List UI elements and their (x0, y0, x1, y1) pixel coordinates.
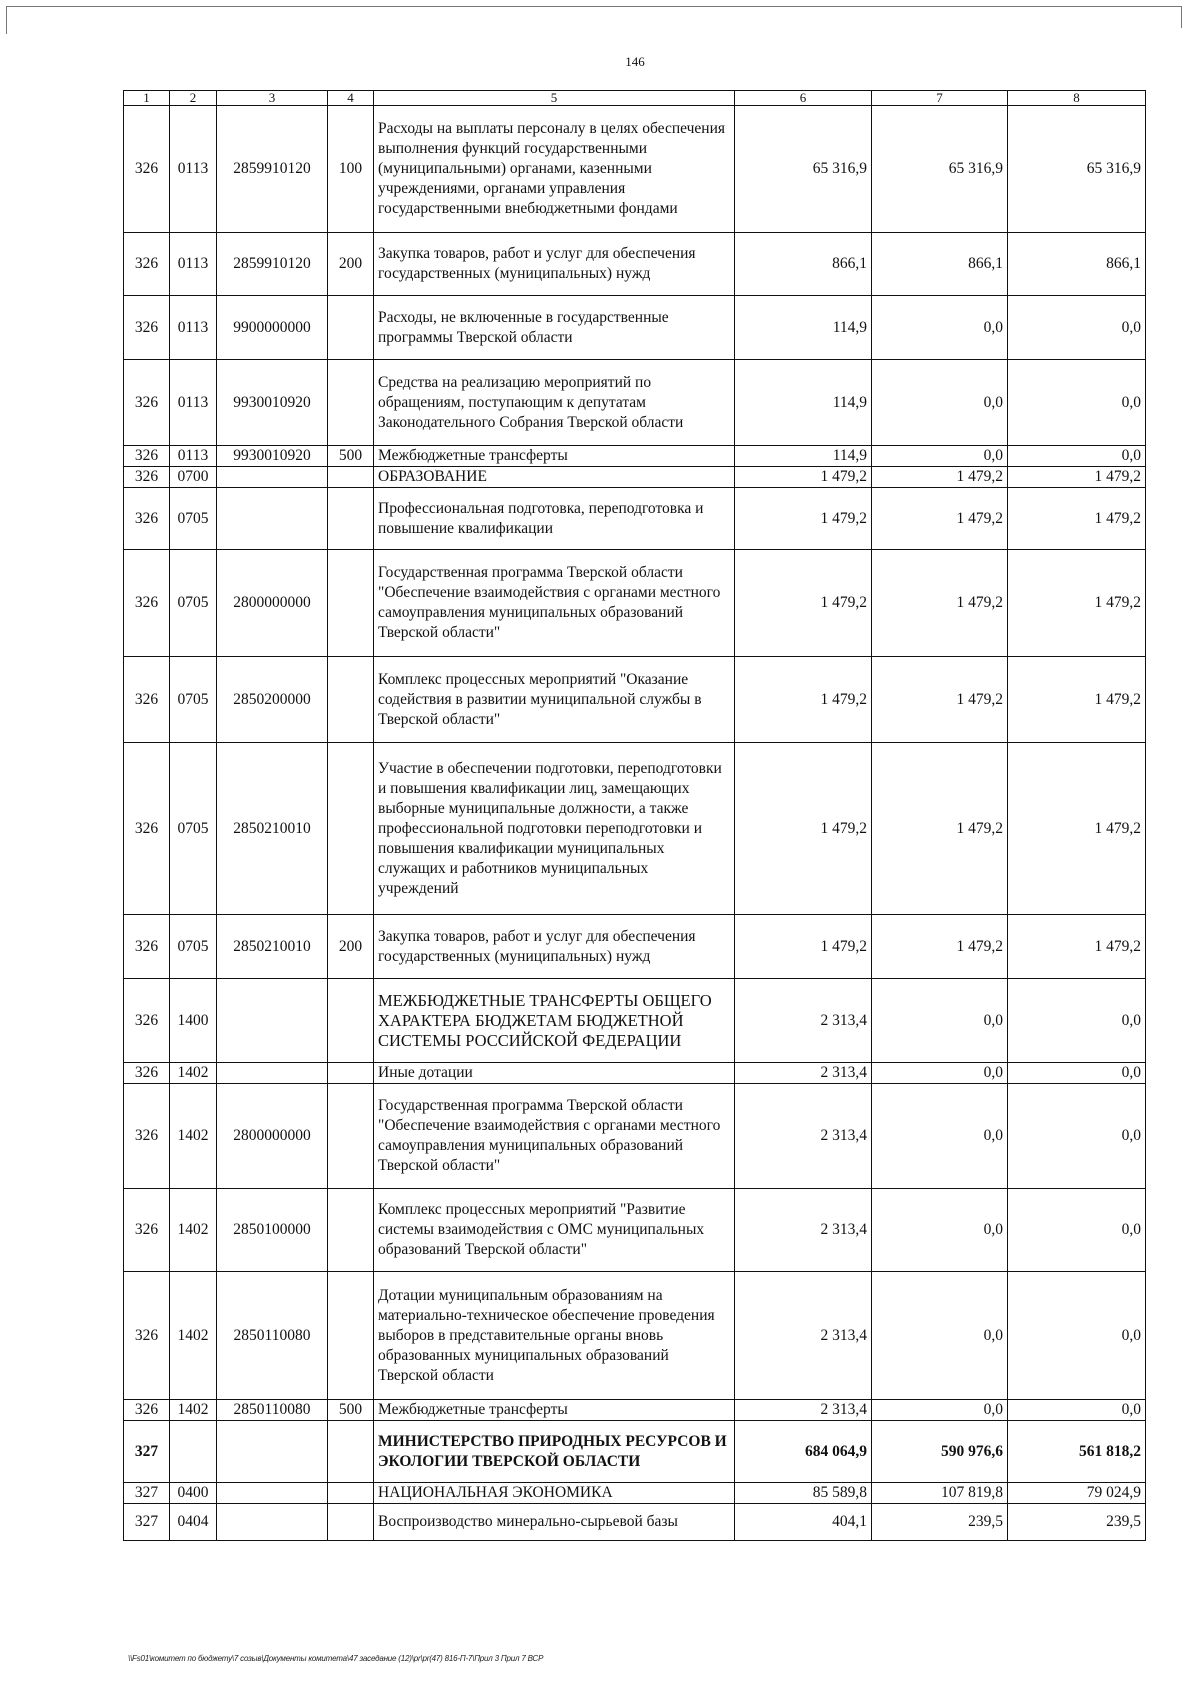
scan-edge-top (6, 6, 1181, 7)
cell-ministry: 326 (124, 915, 170, 979)
cell-amount-8: 0,0 (1008, 1063, 1146, 1084)
cell-expense-type (328, 1084, 374, 1189)
cell-amount-8: 0,0 (1008, 1189, 1146, 1272)
cell-amount-7: 1 479,2 (872, 743, 1008, 915)
cell-target (217, 1483, 328, 1504)
cell-description: Воспроизводство минерально-сырьевой базы (374, 1504, 735, 1541)
cell-section: 0113 (170, 233, 217, 296)
cell-ministry: 327 (124, 1483, 170, 1504)
cell-description: Межбюджетные трансферты (374, 1400, 735, 1421)
cell-expense-type (328, 743, 374, 915)
cell-amount-6: 85 589,8 (735, 1483, 872, 1504)
cell-amount-6: 2 313,4 (735, 1400, 872, 1421)
cell-amount-6: 2 313,4 (735, 1272, 872, 1400)
cell-section: 1402 (170, 1189, 217, 1272)
cell-expense-type (328, 1504, 374, 1541)
cell-description: Средства на реализацию мероприятий по обращениям, поступающим к депутатам Законодательного Собрания Тверской области (374, 360, 735, 446)
cell-target: 2859910120 (217, 106, 328, 233)
cell-section: 0705 (170, 550, 217, 657)
cell-expense-type (328, 550, 374, 657)
cell-target (217, 1504, 328, 1541)
cell-amount-7: 590 976,6 (872, 1421, 1008, 1483)
cell-amount-7: 0,0 (872, 296, 1008, 360)
table-row (124, 1483, 1146, 1504)
cell-description: Дотации муниципальным образованиям на материально-техническое обеспечение проведения выборов в представительные органы вновь образованных муниципальных образований Тверской области (374, 1272, 735, 1400)
cell-target: 2800000000 (217, 1084, 328, 1189)
cell-description: Профессиональная подготовка, переподготовка и повышение квалификации (374, 488, 735, 550)
cell-description: Участие в обеспечении подготовки, переподготовки и повышения квалификации лиц, замещающих выборные муниципальные должности, а также профессиональной подготовки переподготовки и повышения квалификации муниципальных служащих и работников муниципальных учреждений (374, 743, 735, 915)
table-row (124, 1504, 1146, 1541)
cell-amount-6: 866,1 (735, 233, 872, 296)
cell-expense-type (328, 1063, 374, 1084)
table-row (124, 657, 1146, 743)
cell-section (170, 1421, 217, 1483)
cell-amount-6: 114,9 (735, 360, 872, 446)
table-row (124, 233, 1146, 296)
cell-amount-8: 1 479,2 (1008, 467, 1146, 488)
budget-table (123, 90, 1146, 1541)
page-number: 146 (625, 54, 645, 69)
cell-description: Расходы, не включенные в государственные программы Тверской области (374, 296, 735, 360)
cell-description: Государственная программа Тверской области "Обеспечение взаимодействия с органами местного самоуправления муниципальных образований Тверской области" (374, 550, 735, 657)
cell-section: 0113 (170, 106, 217, 233)
cell-amount-7: 0,0 (872, 1084, 1008, 1189)
cell-target: 2850110080 (217, 1400, 328, 1421)
scan-edge-left (6, 6, 7, 34)
cell-expense-type (328, 488, 374, 550)
cell-section: 0700 (170, 467, 217, 488)
cell-amount-6: 1 479,2 (735, 657, 872, 743)
cell-target: 9930010920 (217, 446, 328, 467)
cell-ministry: 326 (124, 360, 170, 446)
cell-amount-7: 0,0 (872, 1272, 1008, 1400)
cell-description: Закупка товаров, работ и услуг для обеспечения государственных (муниципальных) нужд (374, 233, 735, 296)
cell-amount-8: 0,0 (1008, 360, 1146, 446)
header-cell: 4 (328, 91, 374, 106)
cell-amount-8: 561 818,2 (1008, 1421, 1146, 1483)
cell-section: 1402 (170, 1272, 217, 1400)
cell-amount-8: 0,0 (1008, 1400, 1146, 1421)
cell-section: 0705 (170, 657, 217, 743)
cell-amount-8: 1 479,2 (1008, 657, 1146, 743)
cell-amount-7: 239,5 (872, 1504, 1008, 1541)
cell-amount-7: 0,0 (872, 1189, 1008, 1272)
cell-section: 0113 (170, 296, 217, 360)
table-row (124, 106, 1146, 233)
cell-target: 2850210010 (217, 915, 328, 979)
cell-amount-6: 404,1 (735, 1504, 872, 1541)
cell-expense-type (328, 1272, 374, 1400)
cell-amount-6: 1 479,2 (735, 488, 872, 550)
cell-amount-8: 866,1 (1008, 233, 1146, 296)
table-row (124, 467, 1146, 488)
cell-amount-8: 0,0 (1008, 1272, 1146, 1400)
cell-section: 1402 (170, 1063, 217, 1084)
cell-description: ОБРАЗОВАНИЕ (374, 467, 735, 488)
cell-target (217, 1421, 328, 1483)
cell-ministry: 327 (124, 1421, 170, 1483)
cell-ministry: 326 (124, 488, 170, 550)
cell-amount-7: 65 316,9 (872, 106, 1008, 233)
header-cell: 2 (170, 91, 217, 106)
cell-amount-7: 0,0 (872, 446, 1008, 467)
cell-description: Иные дотации (374, 1063, 735, 1084)
cell-section: 0113 (170, 360, 217, 446)
cell-description: МИНИСТЕРСТВО ПРИРОДНЫХ РЕСУРСОВ И ЭКОЛОГИИ ТВЕРСКОЙ ОБЛАСТИ (374, 1421, 735, 1483)
cell-section: 1400 (170, 979, 217, 1063)
cell-section: 0404 (170, 1504, 217, 1541)
cell-amount-6: 2 313,4 (735, 1063, 872, 1084)
cell-amount-7: 107 819,8 (872, 1483, 1008, 1504)
cell-amount-6: 65 316,9 (735, 106, 872, 233)
table-row (124, 488, 1146, 550)
table-row (124, 446, 1146, 467)
cell-amount-8: 1 479,2 (1008, 915, 1146, 979)
cell-ministry: 326 (124, 657, 170, 743)
cell-target: 2800000000 (217, 550, 328, 657)
cell-amount-6: 1 479,2 (735, 467, 872, 488)
table-row (124, 1063, 1146, 1084)
header-cell: 7 (872, 91, 1008, 106)
cell-ministry: 326 (124, 233, 170, 296)
cell-target (217, 979, 328, 1063)
cell-ministry: 326 (124, 550, 170, 657)
header-cell: 1 (124, 91, 170, 106)
cell-target: 2850100000 (217, 1189, 328, 1272)
cell-expense-type (328, 296, 374, 360)
table-row (124, 1400, 1146, 1421)
table-row (124, 550, 1146, 657)
cell-target: 2859910120 (217, 233, 328, 296)
cell-amount-8: 0,0 (1008, 296, 1146, 360)
cell-expense-type: 200 (328, 915, 374, 979)
table-row (124, 360, 1146, 446)
table-row (124, 1084, 1146, 1189)
cell-target: 2850110080 (217, 1272, 328, 1400)
cell-section: 0705 (170, 915, 217, 979)
cell-amount-8: 1 479,2 (1008, 550, 1146, 657)
cell-amount-8: 0,0 (1008, 979, 1146, 1063)
cell-amount-6: 114,9 (735, 296, 872, 360)
cell-ministry: 326 (124, 1272, 170, 1400)
table-row (124, 915, 1146, 979)
cell-amount-6: 2 313,4 (735, 1084, 872, 1189)
cell-amount-7: 866,1 (872, 233, 1008, 296)
cell-amount-8: 79 024,9 (1008, 1483, 1146, 1504)
cell-ministry: 326 (124, 1084, 170, 1189)
table-row (124, 1421, 1146, 1483)
cell-amount-6: 114,9 (735, 446, 872, 467)
cell-amount-8: 1 479,2 (1008, 743, 1146, 915)
cell-amount-7: 1 479,2 (872, 488, 1008, 550)
table-row (124, 979, 1146, 1063)
cell-amount-7: 0,0 (872, 360, 1008, 446)
table-row (124, 743, 1146, 915)
cell-section: 0113 (170, 446, 217, 467)
cell-amount-7: 1 479,2 (872, 467, 1008, 488)
cell-description: Расходы на выплаты персоналу в целях обеспечения выполнения функций государственными (муниципальными) органами, казенными учреждениями, органами управления государственными внебюджетными фондами (374, 106, 735, 233)
cell-section: 0705 (170, 488, 217, 550)
cell-description: Закупка товаров, работ и услуг для обеспечения государственных (муниципальных) нужд (374, 915, 735, 979)
cell-description: МЕЖБЮДЖЕТНЫЕ ТРАНСФЕРТЫ ОБЩЕГО ХАРАКТЕРА БЮДЖЕТАМ БЮДЖЕТНОЙ СИСТЕМЫ РОССИЙСКОЙ ФЕДЕРАЦИИ (374, 979, 735, 1063)
cell-expense-type (328, 1189, 374, 1272)
cell-ministry: 327 (124, 1504, 170, 1541)
cell-expense-type: 500 (328, 446, 374, 467)
cell-amount-7: 0,0 (872, 1063, 1008, 1084)
cell-amount-7: 1 479,2 (872, 657, 1008, 743)
table-row (124, 1189, 1146, 1272)
cell-amount-8: 0,0 (1008, 446, 1146, 467)
cell-section: 1402 (170, 1400, 217, 1421)
cell-section: 0705 (170, 743, 217, 915)
cell-expense-type: 100 (328, 106, 374, 233)
cell-target (217, 1063, 328, 1084)
cell-ministry: 326 (124, 1189, 170, 1272)
cell-expense-type (328, 1421, 374, 1483)
cell-expense-type: 200 (328, 233, 374, 296)
cell-expense-type (328, 1483, 374, 1504)
cell-amount-7: 1 479,2 (872, 550, 1008, 657)
cell-description: Государственная программа Тверской области "Обеспечение взаимодействия с органами местного самоуправления муниципальных образований Тверской области" (374, 1084, 735, 1189)
cell-ministry: 326 (124, 106, 170, 233)
cell-ministry: 326 (124, 467, 170, 488)
footer-file-path: \\Fs01\комитет по бюджету\7 созыв\Документы комитета\47 заседание (12)\pr\pr(47) 816-П-7\Прил 3 Прил 7 ВСР (128, 1654, 544, 1663)
cell-ministry: 326 (124, 296, 170, 360)
cell-expense-type: 500 (328, 1400, 374, 1421)
cell-ministry: 326 (124, 1063, 170, 1084)
cell-amount-6: 1 479,2 (735, 743, 872, 915)
cell-target: 9930010920 (217, 360, 328, 446)
cell-amount-8: 1 479,2 (1008, 488, 1146, 550)
cell-section: 0400 (170, 1483, 217, 1504)
header-cell: 6 (735, 91, 872, 106)
cell-expense-type (328, 979, 374, 1063)
table-row (124, 296, 1146, 360)
cell-amount-7: 1 479,2 (872, 915, 1008, 979)
header-cell: 5 (374, 91, 735, 106)
cell-expense-type (328, 360, 374, 446)
cell-amount-7: 0,0 (872, 979, 1008, 1063)
cell-description: Комплекс процессных мероприятий "Оказание содействия в развитии муниципальной службы в Тверской области" (374, 657, 735, 743)
cell-amount-8: 239,5 (1008, 1504, 1146, 1541)
cell-target (217, 488, 328, 550)
cell-target: 2850210010 (217, 743, 328, 915)
cell-description: Межбюджетные трансферты (374, 446, 735, 467)
cell-expense-type (328, 467, 374, 488)
cell-amount-6: 684 064,9 (735, 1421, 872, 1483)
header-cell: 3 (217, 91, 328, 106)
cell-target: 9900000000 (217, 296, 328, 360)
cell-target: 2850200000 (217, 657, 328, 743)
cell-amount-6: 1 479,2 (735, 550, 872, 657)
cell-ministry: 326 (124, 1400, 170, 1421)
cell-ministry: 326 (124, 979, 170, 1063)
cell-ministry: 326 (124, 743, 170, 915)
header-cell: 8 (1008, 91, 1146, 106)
cell-description: Комплекс процессных мероприятий "Развитие системы взаимодействия с ОМС муниципальных образований Тверской области" (374, 1189, 735, 1272)
cell-amount-8: 0,0 (1008, 1084, 1146, 1189)
cell-amount-8: 65 316,9 (1008, 106, 1146, 233)
table-row (124, 1272, 1146, 1400)
cell-target (217, 467, 328, 488)
cell-description: НАЦИОНАЛЬНАЯ ЭКОНОМИКА (374, 1483, 735, 1504)
scan-edge-right (1181, 6, 1182, 28)
cell-amount-6: 2 313,4 (735, 1189, 872, 1272)
cell-amount-6: 2 313,4 (735, 979, 872, 1063)
cell-section: 1402 (170, 1084, 217, 1189)
cell-amount-7: 0,0 (872, 1400, 1008, 1421)
table-header-row (124, 91, 1146, 106)
cell-amount-6: 1 479,2 (735, 915, 872, 979)
cell-expense-type (328, 657, 374, 743)
cell-ministry: 326 (124, 446, 170, 467)
